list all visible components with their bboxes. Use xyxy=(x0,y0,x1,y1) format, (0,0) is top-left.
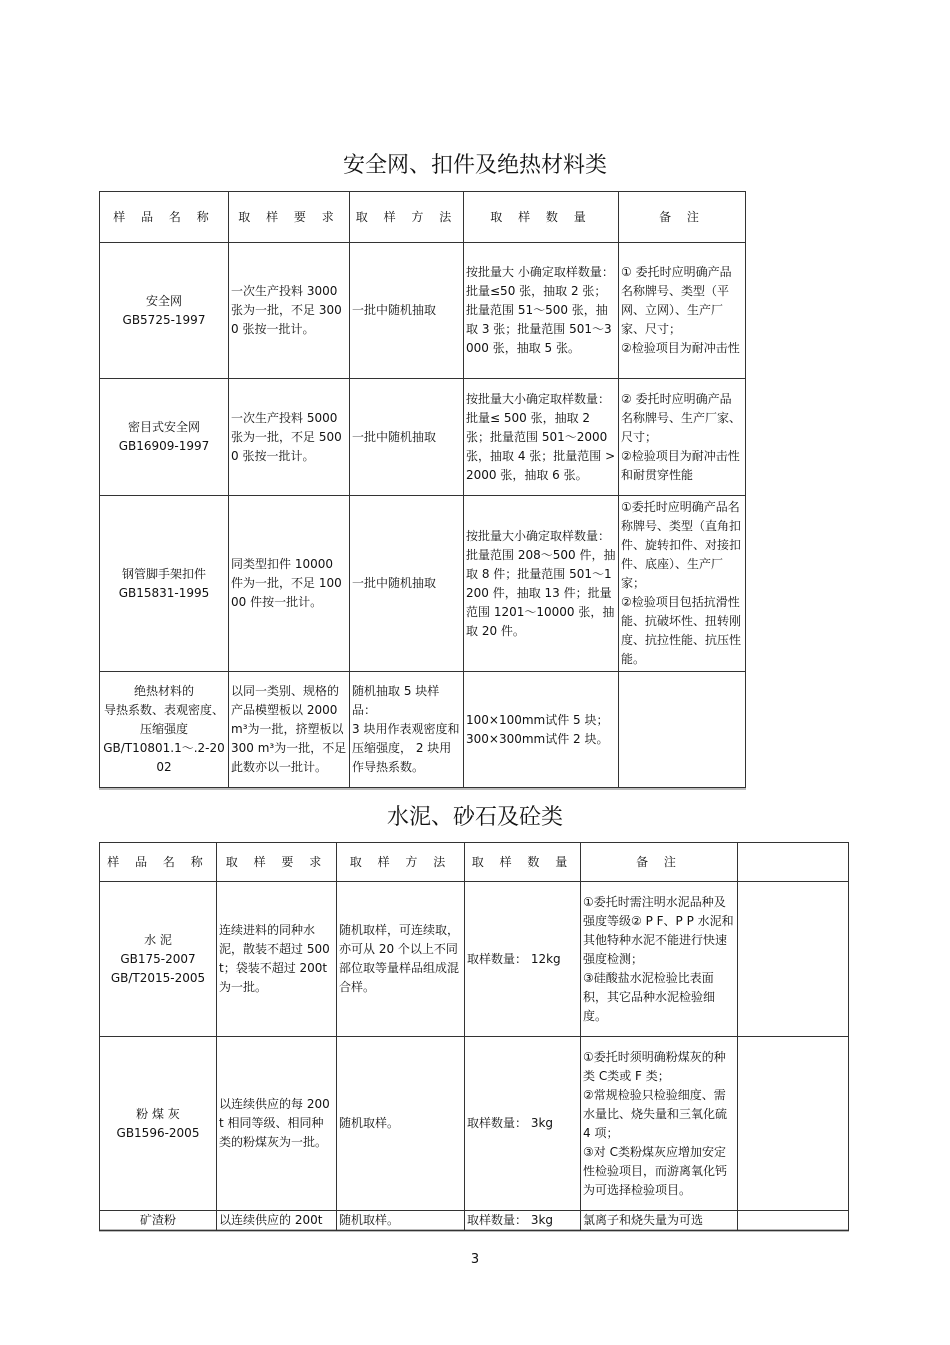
table-row xyxy=(100,1211,849,1231)
sample-method: 一批中随机抽取 xyxy=(350,379,464,496)
section2-title: 水泥、砂石及砼类 xyxy=(386,805,563,830)
sample-method: 随机取样。 xyxy=(337,1037,465,1211)
sample-requirement: 连续进料的同种水泥，散装不超过 500t；袋装不超过 200t 为一批。 xyxy=(217,882,337,1037)
sample-method: 一批中随机抽取 xyxy=(350,243,464,379)
sample-extra xyxy=(738,1211,849,1231)
header-method: 取 样 方 法 xyxy=(337,843,465,882)
sample-quantity: 按批量大小确定取样数量：批量≤ 500 张，抽取 2 张；批量范围 501～2000 张，抽取 4 张；批量范围 >2000 张，抽取 6 张。 xyxy=(464,379,619,496)
sample-name: 密目式安全网 GB16909-1997 xyxy=(100,379,229,496)
sample-note: ① 委托时应明确产品名称牌号、类型（平网、立网）、生产厂家、尺寸； ②检验项目为耐冲击性 xyxy=(619,243,746,379)
sample-name: 粉 煤 灰 GB1596-2005 xyxy=(100,1037,217,1211)
cement-table xyxy=(99,842,849,1231)
sample-requirement: 以连续供应的 200t xyxy=(217,1211,337,1231)
header-note: 备 注 xyxy=(619,192,746,243)
table-header-row xyxy=(100,843,849,882)
sample-method: 随机取样，可连续取，亦可从 20 个以上不同部位取等量样品组成混合样。 xyxy=(337,882,465,1037)
sample-method: 一批中随机抽取 xyxy=(350,496,464,672)
sample-note: ①委托时须明确粉煤灰的种类 C类或 F 类； ②常规检验只检验细度、需水量比、烧失量和三氧化硫 4 项； ③对 C类粉煤灰应增加安定性检验项目，而游离氧化钙为可选择检验项目。 xyxy=(581,1037,738,1211)
sample-quantity: 取样数量： 12kg xyxy=(465,882,581,1037)
sample-quantity: 按批量大小确定取样数量：批量范围 208～500 件，抽取 8 件；批量范围 501～1200 件，抽取 13 件；批量范围 1201～10000 张，抽取 20 件。 xyxy=(464,496,619,672)
sample-name: 安全网 GB5725-1997 xyxy=(100,243,229,379)
header-extra xyxy=(738,843,849,882)
header-name: 样 品 名 称 xyxy=(100,843,217,882)
sample-requirement: 以连续供应的每 200t 相同等级、相同种类的粉煤灰为一批。 xyxy=(217,1037,337,1211)
header-requirement: 取 样 要 求 xyxy=(217,843,337,882)
sample-requirement: 以同一类别、规格的产品模塑板以 2000 m³为一批，挤塑板以 300 m³为一批，不足此数亦以一批计。 xyxy=(229,672,350,788)
section1-title: 安全网、扣件及绝热材料类 xyxy=(342,153,607,178)
table-row xyxy=(100,882,849,1037)
sample-requirement: 一次生产投料 3000 张为一批，不足 3000 张按一批计。 xyxy=(229,243,350,379)
table-row xyxy=(100,496,746,672)
sample-extra xyxy=(738,1037,849,1211)
header-method: 取 样 方 法 xyxy=(350,192,464,243)
sample-quantity: 取样数量： 3kg xyxy=(465,1211,581,1231)
table-row xyxy=(100,1037,849,1211)
sample-note: ①委托时应明确产品名称牌号、类型（直角扣件、旋转扣件、对接扣件、底座）、生产厂家； ②检验项目包括抗滑性能、抗破坏性、扭转刚度、抗拉性能、抗压性能。 xyxy=(619,496,746,672)
sample-name: 水 泥 GB175-2007 GB/T2015-2005 xyxy=(100,882,217,1037)
header-requirement: 取 样 要 求 xyxy=(229,192,350,243)
safety-net-table xyxy=(99,191,746,788)
table-header-row xyxy=(100,192,746,243)
header-name: 样 品 名 称 xyxy=(100,192,229,243)
sample-quantity: 100×100mm试件 5 块；300×300mm试件 2 块。 xyxy=(464,672,619,788)
table-row xyxy=(100,243,746,379)
table-row xyxy=(100,379,746,496)
sample-extra xyxy=(738,882,849,1037)
sample-name: 绝热材料的 导热系数、表观密度、压缩强度 GB/T10801.1～.2-2002 xyxy=(100,672,229,788)
sample-method: 随机抽取 5 块样品： 3 块用作表观密度和压缩强度， 2 块用作导热系数。 xyxy=(350,672,464,788)
sample-quantity: 按批量大 小确定取样数量：批量≤50 张，抽取 2 张；批量范围 51～500 张，抽取 3 张；批量范围 501～3000 张，抽取 5 张。 xyxy=(464,243,619,379)
sample-method: 随机取样。 xyxy=(337,1211,465,1231)
sample-name: 钢管脚手架扣件 GB15831-1995 xyxy=(100,496,229,672)
sample-note: 氯离子和烧失量为可选 xyxy=(581,1211,738,1231)
sample-note: ①委托时需注明水泥品种及强度等级② P F、P P 水泥和其他特种水泥不能进行快速强度检测； ③硅酸盐水泥检验比表面积，其它品种水泥检验细度。 xyxy=(581,882,738,1037)
sample-note: ② 委托时应明确产品名称牌号、生产厂家、尺寸； ②检验项目为耐冲击性和耐贯穿性能 xyxy=(619,379,746,496)
header-quantity: 取 样 数 量 xyxy=(465,843,581,882)
table-row xyxy=(100,672,746,788)
page-number: 3 xyxy=(470,1252,480,1267)
header-note: 备 注 xyxy=(581,843,738,882)
sample-note xyxy=(619,672,746,788)
sample-requirement: 同类型扣件 10000 件为一批，不足 10000 件按一批计。 xyxy=(229,496,350,672)
sample-requirement: 一次生产投料 5000 张为一批，不足 5000 张按一批计。 xyxy=(229,379,350,496)
sample-name: 矿渣粉 xyxy=(100,1211,217,1231)
header-quantity: 取 样 数 量 xyxy=(464,192,619,243)
sample-quantity: 取样数量： 3kg xyxy=(465,1037,581,1211)
